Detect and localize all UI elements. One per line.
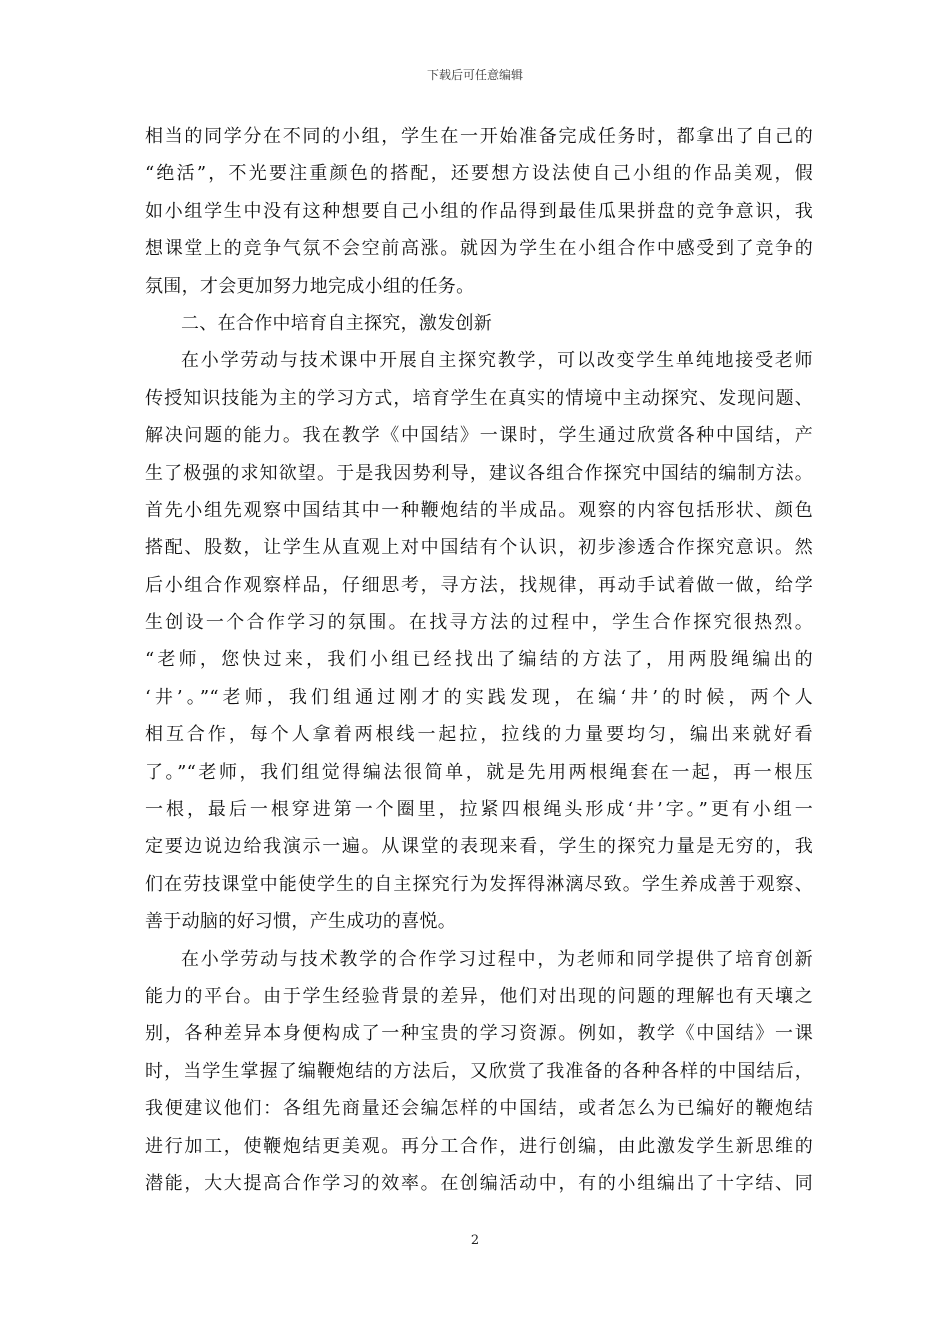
text-line: 了。”“老师，我们组觉得编法很简单，就是先用两根绳套在一起，再一根压 [145,761,813,783]
text-line: 生创设一个合作学习的氛围。在找寻方法的过程中，学生合作探究很热烈。 [145,612,813,634]
text-line: 们在劳技课堂中能使学生的自主探究行为发挥得淋漓尽致。学生养成善于观察、 [145,873,813,895]
text-line: “绝活”，不光要注重颜色的搭配，还要想方设法使自己小组的作品美观，假 [145,163,813,185]
text-line: “老师，您快过来，我们小组已经找出了编结的方法了，用两股绳编出的 [145,649,813,671]
text-line: 后小组合作观察样品，仔细思考，寻方法，找规律，再动手试着做一做，给学 [145,574,813,596]
text-line: 生了极强的求知欲望。于是我因势利导，建议各组合作探究中国结的编制方法。 [145,462,813,484]
text-line: 潜能，大大提高合作学习的效率。在创编活动中，有的小组编出了十字结、同 [145,1172,813,1194]
text-line: 善于动脑的好习惯，产生成功的喜悦。 [145,911,457,933]
text-line: 别，各种差异本身便构成了一种宝贵的学习资源。例如，教学《中国结》一课 [145,1023,813,1045]
text-line: 在小学劳动与技术教学的合作学习过程中，为老师和同学提供了培育创新 [181,948,813,970]
text-line: 一根，最后一根穿进第一个圈里，拉紧四根绳头形成‘井’字。”更有小组一 [145,799,813,821]
text-line: 二、在合作中培育自主探究，激发创新 [181,312,493,334]
text-line: 时，当学生掌握了编鞭炮结的方法后，又欣赏了我准备的各种各样的中国结后， [145,1060,813,1082]
text-line: ‘井’。”“老师，我们组通过刚才的实践发现，在编‘井’的时候，两个人 [145,686,813,708]
text-line: 想课堂上的竞争气氛不会空前高涨。就因为学生在小组合作中感受到了竞争的 [145,238,813,260]
text-line: 相当的同学分在不同的小组，学生在一开始准备完成任务时，都拿出了自己的 [145,126,813,147]
text-line: 定要边说边给我演示一遍。从课堂的表现来看，学生的探究力量是无穷的，我 [145,836,813,858]
page-number: 2 [470,1233,480,1248]
text-line: 在小学劳动与技术课中开展自主探究教学，可以改变学生单纯地接受老师 [181,350,813,372]
text-line: 传授知识技能为主的学习方式，培育学生在真实的情境中主动探究、发现问题、 [145,387,813,409]
document-body [145,118,813,1202]
text-line: 解决问题的能力。我在教学《中国结》一课时，学生通过欣赏各种中国结，产 [145,425,813,447]
text-line: 搭配、股数，让学生从直观上对中国结有个认识，初步渗透合作探究意识。然 [145,537,813,559]
text-line: 我便建议他们：各组先商量还会编怎样的中国结，或者怎么为已编好的鞭炮结 [145,1098,813,1120]
text-line: 氛围，才会更加努力地完成小组的任务。 [145,275,475,297]
page-header: 下载后可任意编辑 [426,68,523,82]
text-line: 能力的平台。由于学生经验背景的差异，他们对出现的问题的理解也有天壤之 [145,985,813,1007]
text-line: 进行加工，使鞭炮结更美观。再分工合作，进行创编，由此激发学生新思维的 [145,1135,813,1157]
text-line: 相互合作，每个人拿着两根线一起拉，拉线的力量要均匀，编出来就好看 [145,724,813,746]
text-line: 首先小组先观察中国结其中一种鞭炮结的半成品。观察的内容包括形状、颜色 [145,499,813,521]
text-line: 如小组学生中没有这种想要自己小组的作品得到最佳瓜果拼盘的竞争意识，我 [145,200,813,222]
